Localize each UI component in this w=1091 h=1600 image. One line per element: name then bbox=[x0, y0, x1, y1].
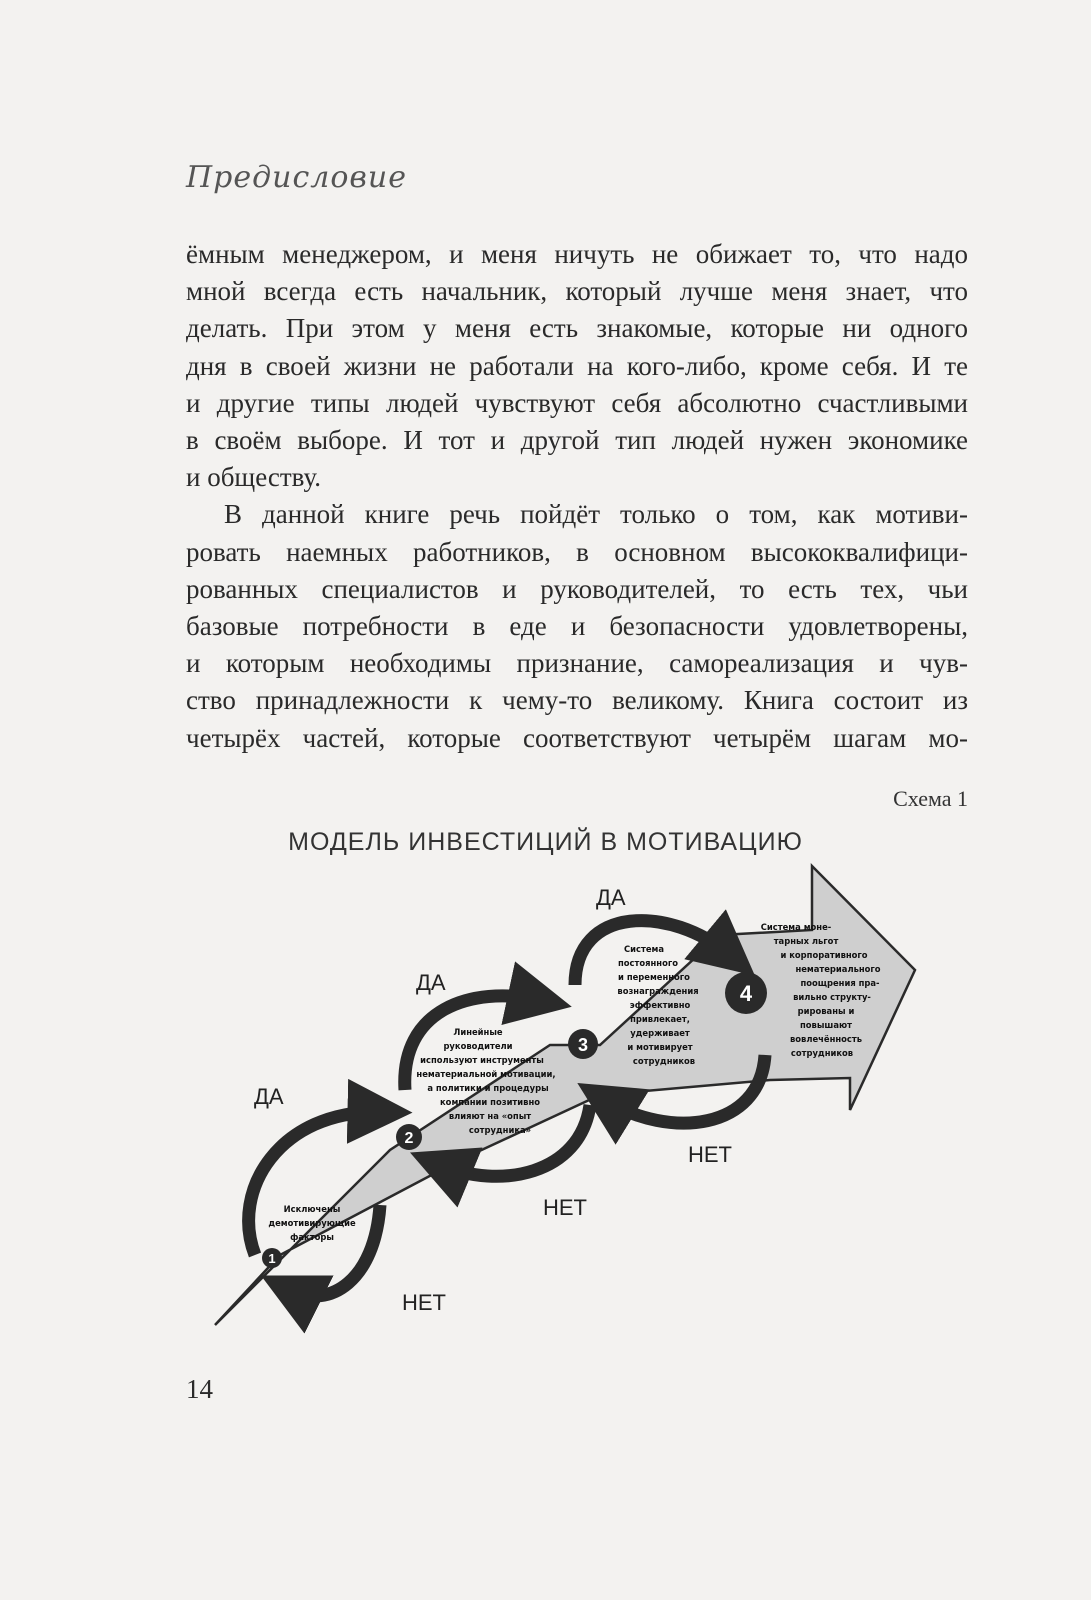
text-line: мной всегда есть начальник, который лучше меня знает, что bbox=[186, 276, 968, 307]
step-3-text-line: удерживает bbox=[630, 1028, 690, 1038]
step-3-text-line: вознаграждения bbox=[617, 986, 699, 996]
text-line: рованных специалистов и руководителей, то есть тех, чьи bbox=[186, 573, 968, 604]
step-3-number: 3 bbox=[577, 1035, 589, 1055]
step-3-text-line: и переменного bbox=[618, 972, 690, 982]
step-4-text-line: тарных льгот bbox=[773, 936, 839, 946]
step-4-text-line: и корпоративного bbox=[780, 950, 868, 960]
step-4-text-line: нематериального bbox=[795, 964, 881, 974]
running-title: Предисловие bbox=[186, 160, 407, 195]
step-2-text-line: сотрудника» bbox=[468, 1125, 532, 1135]
step-3-text-line: постоянного bbox=[618, 958, 678, 968]
text-line: ровать наемных работников, в основном высококвалифици- bbox=[186, 536, 968, 567]
step-2-text-line: а политики и процедуры bbox=[427, 1083, 549, 1093]
step-4-text-line: вовлечённость bbox=[789, 1034, 863, 1044]
step-3-text-line: эффективно bbox=[629, 1000, 691, 1010]
text-line: В данной книге речь пойдёт только о том, как мотиви- bbox=[224, 499, 968, 530]
step-4-text-line: поощрения пра- bbox=[800, 978, 880, 988]
text-line: и которым необходимы признание, самореализация и чув- bbox=[186, 648, 968, 679]
step-2-text-line: компании позитивно bbox=[440, 1097, 540, 1107]
step-4-text-line: сотрудников bbox=[790, 1048, 854, 1058]
step-1-text-line: Исключены bbox=[283, 1204, 341, 1214]
figure-label: Схема 1 bbox=[893, 786, 968, 811]
step-4-text-line: Система моне- bbox=[760, 922, 832, 932]
step-2-text-line: нематериальной мотивации, bbox=[416, 1069, 556, 1079]
no-label: НЕТ bbox=[688, 1142, 732, 1167]
text-line: базовые потребности в еде и безопасности удовлетворены, bbox=[186, 611, 968, 642]
text-line: делать. При этом у меня есть знакомые, которые ни одного bbox=[186, 313, 968, 344]
step-1-number: 1 bbox=[268, 1251, 276, 1266]
step-2-text-line: используют инструменты bbox=[420, 1055, 544, 1065]
text-line: ёмным менеджером, и меня ничуть не обижает то, что надо bbox=[186, 239, 968, 269]
text-line: и обществу. bbox=[186, 462, 322, 493]
step-4-text-line: рированы и bbox=[797, 1006, 855, 1016]
text-line: четырёх частей, которые соответствуют четырём шагам мо- bbox=[186, 722, 968, 753]
step-3-text-line: сотрудников bbox=[632, 1056, 696, 1066]
no-label: НЕТ bbox=[402, 1290, 446, 1315]
step-4-text-line: вильно структу- bbox=[793, 992, 871, 1002]
page-number: 14 bbox=[186, 1374, 213, 1404]
no-label: НЕТ bbox=[543, 1195, 587, 1220]
step-3-text-line: Система bbox=[623, 944, 665, 954]
progress-arrow bbox=[215, 866, 915, 1325]
step-3-text-line: и мотивирует bbox=[627, 1042, 693, 1052]
figure-title: МОДЕЛЬ ИНВЕСТИЦИЙ В МОТИВАЦИЮ bbox=[288, 828, 803, 856]
text-line: дня в своей жизни не работали на кого-либо, кроме себя. И те bbox=[186, 350, 968, 381]
step-2-text-line: Линейные bbox=[453, 1027, 503, 1037]
yes-label: ДА bbox=[596, 885, 626, 910]
step-3-text-line: привлекает, bbox=[630, 1014, 690, 1024]
step-4-text-line: повышают bbox=[800, 1020, 852, 1030]
step-3 bbox=[568, 944, 699, 1066]
step-2-number: 2 bbox=[404, 1130, 414, 1147]
text-line: и другие типы людей чувствуют себя абсолютно счастливыми bbox=[186, 387, 968, 418]
text-line: ство принадлежности к чему-то великому. Книга состоит из bbox=[186, 685, 968, 716]
step-1-text-line: демотивирующие bbox=[268, 1218, 356, 1228]
step-2 bbox=[396, 1027, 556, 1150]
yes-label: ДА bbox=[416, 970, 446, 995]
step-1-text-line: факторы bbox=[290, 1232, 334, 1242]
step-2-text-line: влияют на «опыт bbox=[448, 1111, 532, 1121]
step-4-number: 4 bbox=[739, 981, 753, 1006]
step-2-text-line: руководители bbox=[443, 1041, 513, 1051]
yes-label: ДА bbox=[254, 1084, 284, 1109]
text-line: в своём выборе. И тот и другой тип людей нужен экономике bbox=[186, 425, 968, 456]
